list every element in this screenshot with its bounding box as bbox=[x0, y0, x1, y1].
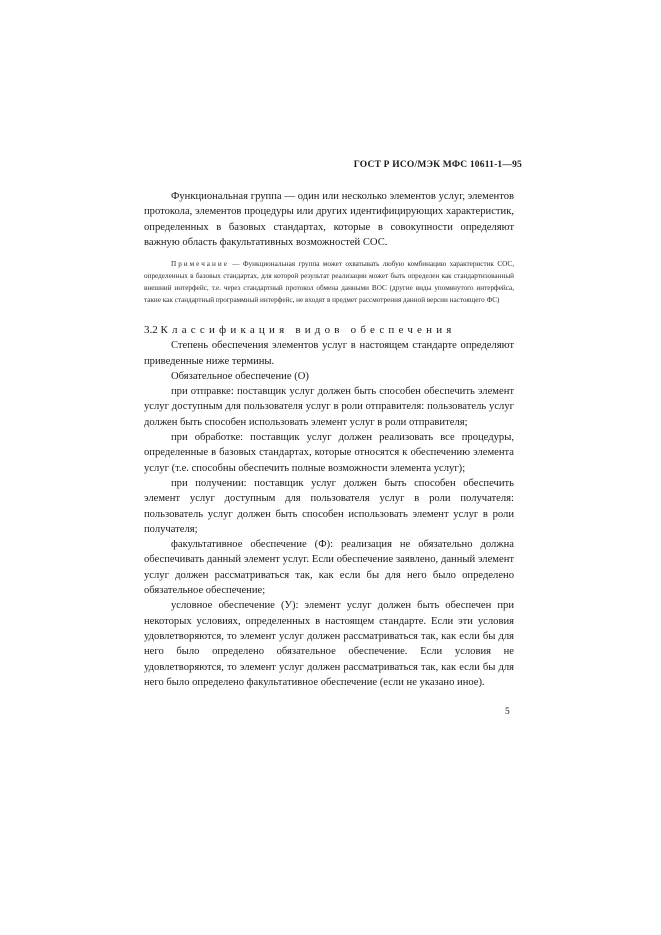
definition-functional-group: Функциональная группа — один или несколько элементов услуг, элементов протокола, элементов процедуры или других идентифицирующих характеристик, определенных в базовых стандартах, которые в совокупности определяют важную область факультативных возможностей СОС. bbox=[144, 191, 514, 248]
note-label: Примечание bbox=[171, 260, 229, 268]
intro-paragraph: Степень обеспечения элементов услуг в настоящем стандарте определяют приведенные ниже термины. bbox=[144, 340, 514, 367]
definition-block bbox=[144, 189, 514, 250]
mandatory-sending: при отправке: поставщик услуг должен быть способен обеспечить элемент услуг доступным для пользователя услуг в роли отправителя: пользователь услуг должен быть способен использовать элемент услуг в роли отправителя; bbox=[144, 386, 514, 428]
note-text: — Функциональная группа может охватывать любую комбинацию характеристик СОС, определенных в базовых стандартах, для которой результат реализации может быть определен как стандартизованный внешний интерфейс, т.е. через стандартный протокол обмена данными ВОС (другие виды упомянутого интерфейса, такие как стандартный программный интерфейс, не входят в предмет рассмотрения данной версии настоящего ФС) bbox=[144, 260, 514, 304]
page-number: 5 bbox=[505, 707, 510, 717]
mandatory-title: Обязательное обеспечение (О) bbox=[171, 370, 309, 382]
note-paragraph bbox=[144, 258, 514, 306]
section-title: Классификация видов обеспечения bbox=[160, 324, 456, 336]
conditional-support: условное обеспечение (У): элемент услуг должен быть обеспечен при некоторых условиях, определенных в настоящем стандарте. Если эти условия удовлетворяются, то элемент услуг должен рассматриваться так, как если бы для него было определено обязательное обеспечение. Если условия не удовлетворяются, то элемент услуг должен рассматриваться так, как если бы для него было определено факультативное обеспечение (если не указано иное). bbox=[144, 600, 514, 688]
optional-support: факультативное обеспечение (Ф): реализация не обязательно должна обеспечивать данный элемент услуг. Если обеспечение заявлено, данный элемент услуг должен рассматриваться так, как если бы для него было определено обязательное обеспечение; bbox=[144, 539, 514, 597]
note-block bbox=[144, 258, 514, 306]
section-number: 3.2 bbox=[144, 324, 158, 336]
section-block bbox=[144, 323, 514, 690]
mandatory-processing: при обработке: поставщик услуг должен реализовать все процедуры, определенные в базовых стандартах, которые относятся к обеспечению элемента услуг (т.е. способны обеспечить полные возможности элемента услуг); bbox=[144, 432, 514, 474]
section-heading bbox=[144, 323, 514, 338]
mandatory-receiving: при получении: поставщик услуг должен быть способен обеспечить элемент услуг доступным для пользователя услуг в роли получателя: пользователь услуг должен быть способен использовать элемент услуг в роли получателя; bbox=[144, 477, 514, 535]
document-code-header: ГОСТ Р ИСО/МЭК МФС 10611-1—95 bbox=[353, 160, 522, 170]
